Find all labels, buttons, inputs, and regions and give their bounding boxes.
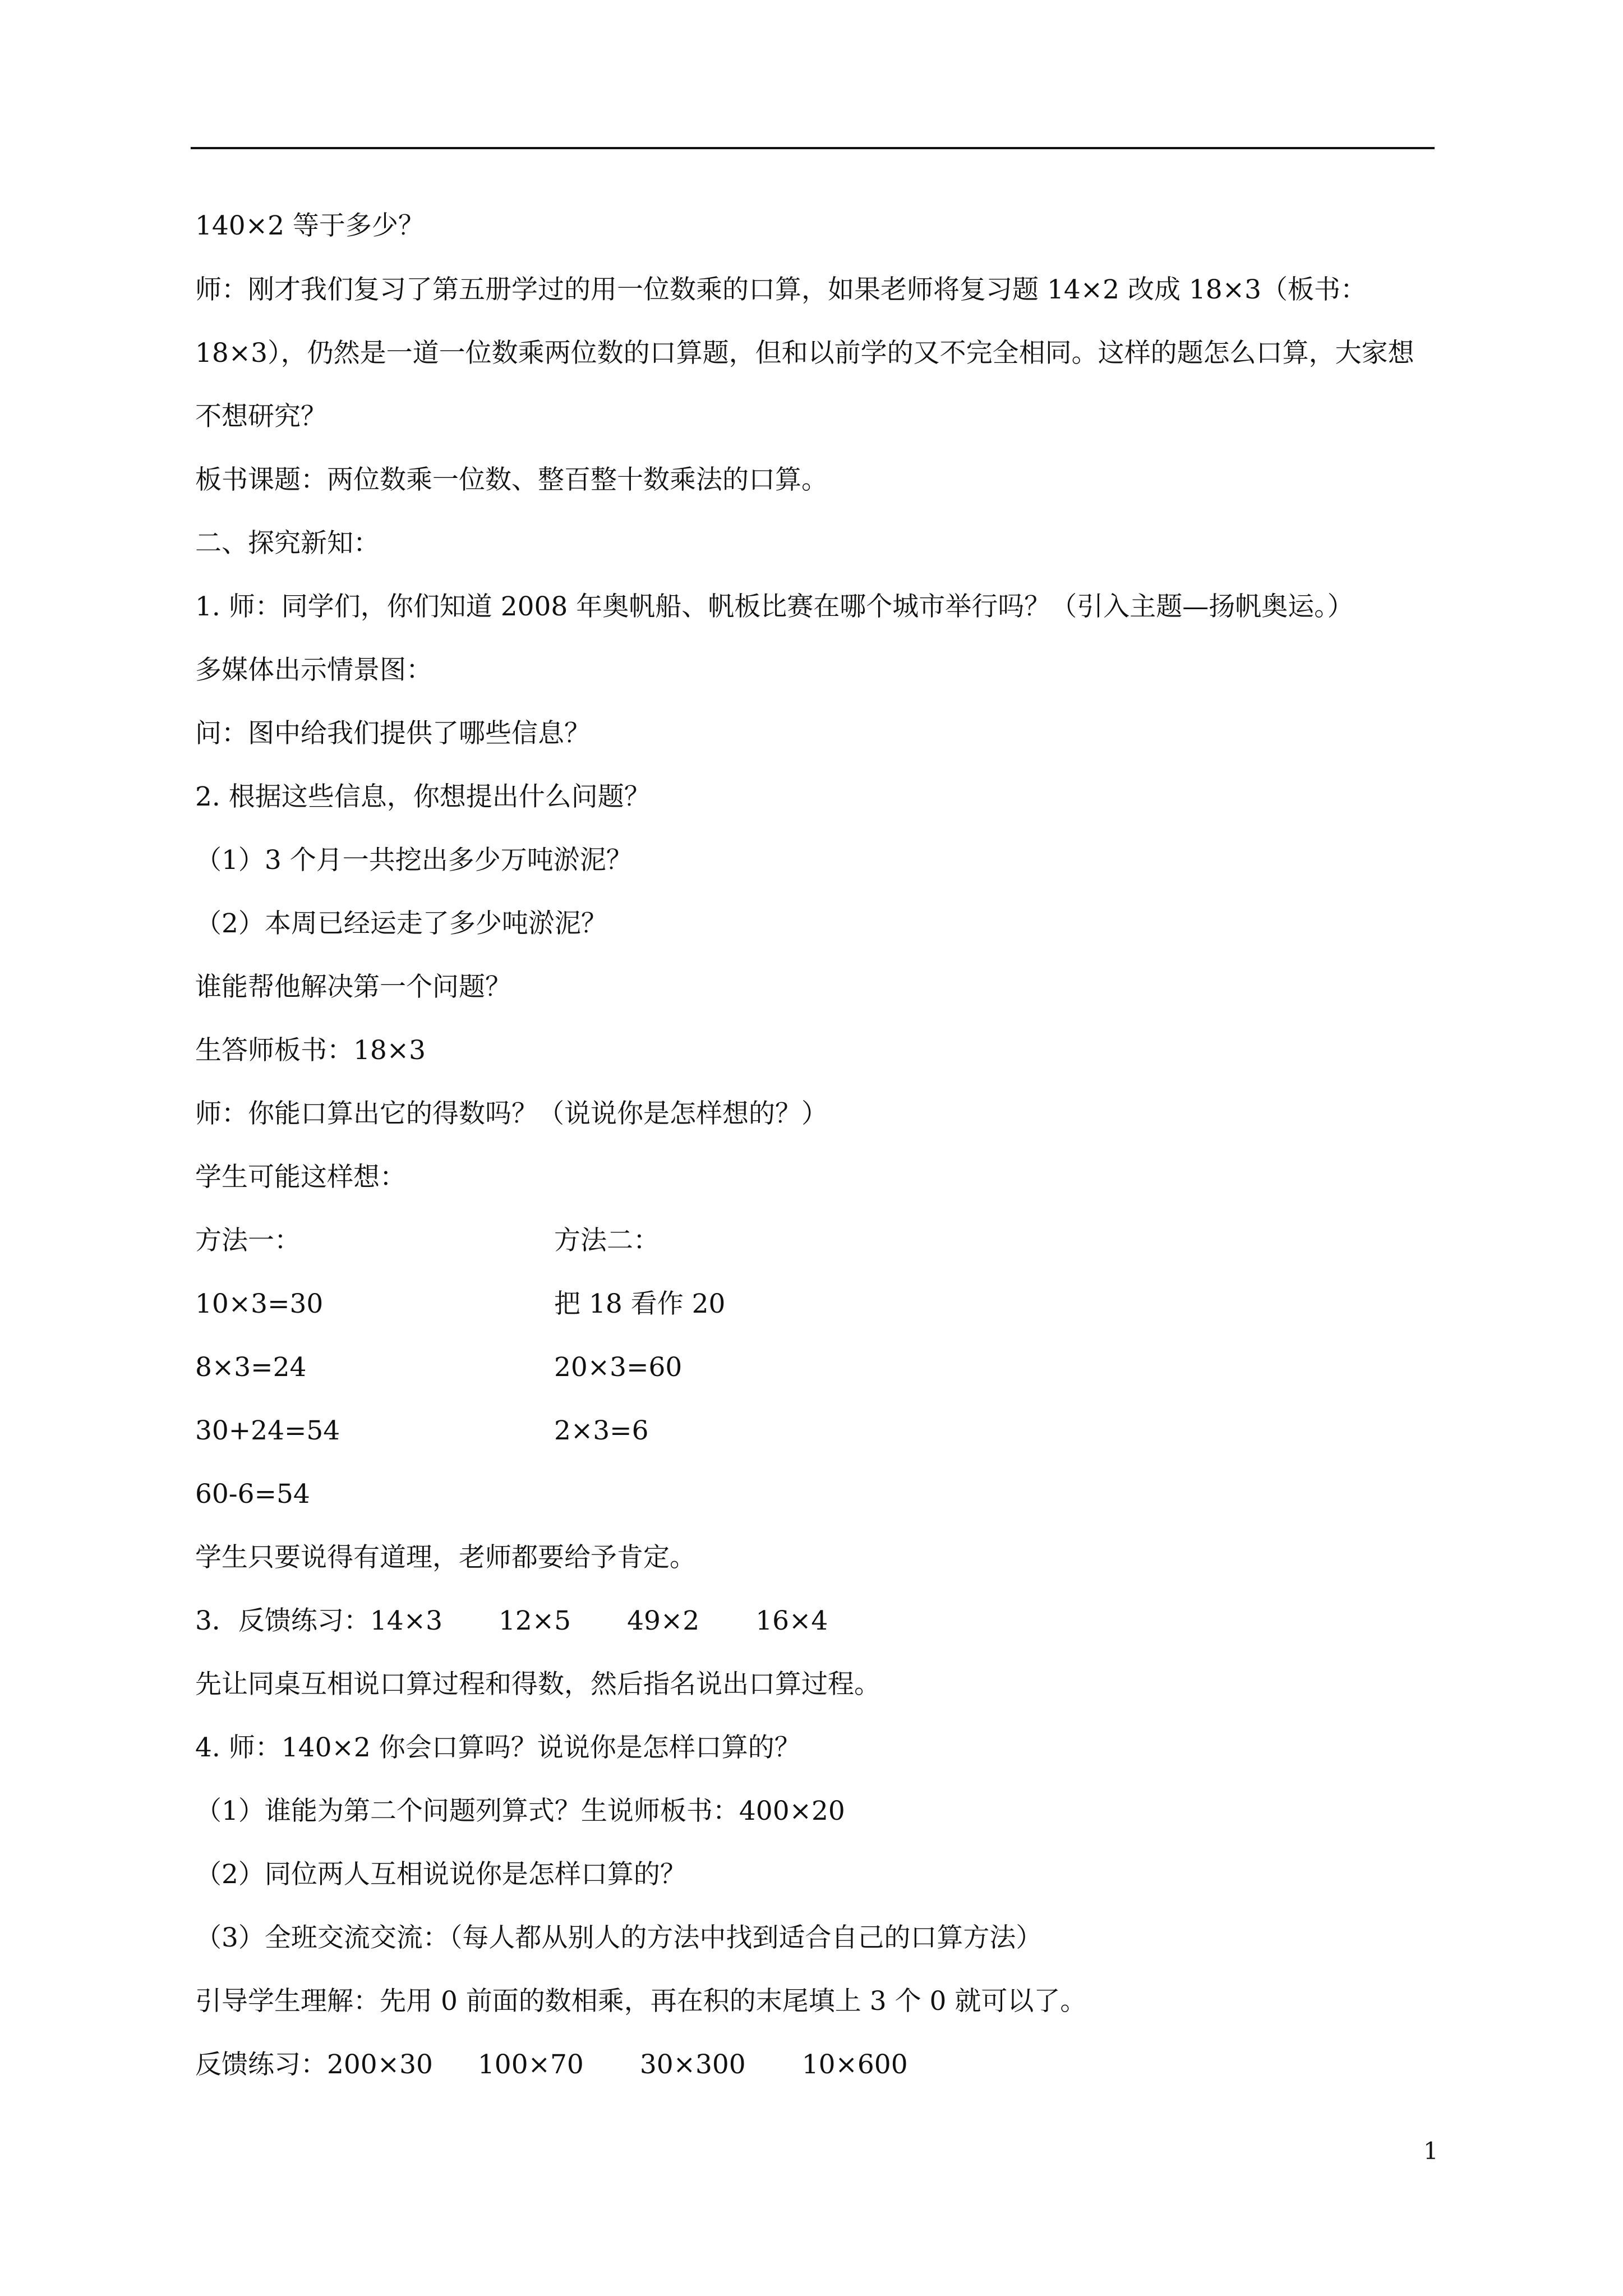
page-number: 1 xyxy=(1423,2137,1438,2165)
text-line: 多媒体出示情景图： xyxy=(195,655,432,685)
method-row xyxy=(195,1225,1435,1257)
text-line: 师：你能口算出它的得数吗？（说说你是怎样想的？） xyxy=(195,1098,828,1129)
text-line: （2）同位两人互相说说你是怎样口算的？ xyxy=(195,1859,686,1890)
exercise-line xyxy=(195,1605,1435,1637)
exercise-item: 12×5 xyxy=(499,1605,571,1636)
text-line: 1. 师：同学们，你们知道 2008 年奥帆船、帆板比赛在哪个城市举行吗？（引入主题—扬帆奥运。） xyxy=(195,591,1354,622)
text-line: （2）本周已经运走了多少吨淤泥？ xyxy=(195,908,607,939)
method-one-step: 10×3=30 xyxy=(195,1289,324,1319)
text-line: 140×2 等于多少？ xyxy=(195,210,425,241)
text-line: 学生只要说得有道理，老师都要给予肯定。 xyxy=(195,1542,696,1573)
section-heading: 二、探究新知： xyxy=(195,528,380,559)
method-row xyxy=(195,1289,1435,1320)
exercise-item: 200×30 xyxy=(327,2049,433,2080)
text-line: 2. 根据这些信息，你想提出什么问题？ xyxy=(195,781,651,812)
text-line: 生答师板书：18×3 xyxy=(195,1035,426,1066)
method-two-step: 2×3=6 xyxy=(554,1415,649,1446)
text-line: （1）谁能为第二个问题列算式？生说师板书：400×20 xyxy=(195,1796,845,1826)
exercise-item: 30×300 xyxy=(639,2049,746,2080)
text-line: 4. 师：140×2 你会口算吗？说说你是怎样口算的？ xyxy=(195,1732,801,1763)
method-two-step: 20×3=60 xyxy=(554,1352,683,1383)
exercise-item: 10×600 xyxy=(801,2049,908,2080)
exercise-item: 16×4 xyxy=(755,1605,828,1636)
method-row xyxy=(195,1352,1435,1383)
text-line: 先让同桌互相说口算过程和得数，然后指名说出口算过程。 xyxy=(195,1669,880,1700)
text-line: 问：图中给我们提供了哪些信息？ xyxy=(195,718,591,749)
exercise-label: 反馈练习： xyxy=(195,2049,327,2080)
text-line: （3）全班交流交流：（每人都从别人的方法中找到适合自己的口算方法） xyxy=(195,1922,1043,1953)
text-line: 引导学生理解：先用 0 前面的数相乘，再在积的末尾填上 3 个 0 就可以了。 xyxy=(195,1986,1087,2017)
method-two-step: 60-6=54 xyxy=(195,1479,310,1510)
method-one-step: 8×3=24 xyxy=(195,1352,307,1383)
method-two-heading: 方法二： xyxy=(554,1225,660,1256)
text-line: 谁能帮他解决第一个问题？ xyxy=(195,972,511,1002)
text-line: （1）3 个月一共挖出多少万吨淤泥？ xyxy=(195,845,633,876)
text-line: 学生可能这样想： xyxy=(195,1162,406,1193)
exercise-label: 3．反馈练习： xyxy=(195,1605,370,1636)
text-line: 板书课题：两位数乘一位数、整百整十数乘法的口算。 xyxy=(195,464,828,495)
method-row xyxy=(195,1415,1435,1447)
exercise-item: 49×2 xyxy=(627,1605,700,1636)
paragraph: 师：刚才我们复习了第五册学过的用一位数乘的口算，如果老师将复习题 14×2 改成 18×3（板书：18×3），仍然是一道一位数乘两位数的口算题，但和以前学的又不完全相同。这样的题怎么口算，大家想不想研究？ xyxy=(195,274,1414,432)
exercise-item: 14×3 xyxy=(370,1605,442,1636)
header-rule xyxy=(191,147,1435,149)
method-two-step: 把 18 看作 20 xyxy=(554,1289,726,1319)
exercise-line xyxy=(195,2049,1435,2081)
document-body xyxy=(195,210,1435,2113)
method-one-heading: 方法一： xyxy=(195,1225,301,1256)
exercise-item: 100×70 xyxy=(477,2049,584,2080)
method-one-step: 30+24=54 xyxy=(195,1415,340,1446)
